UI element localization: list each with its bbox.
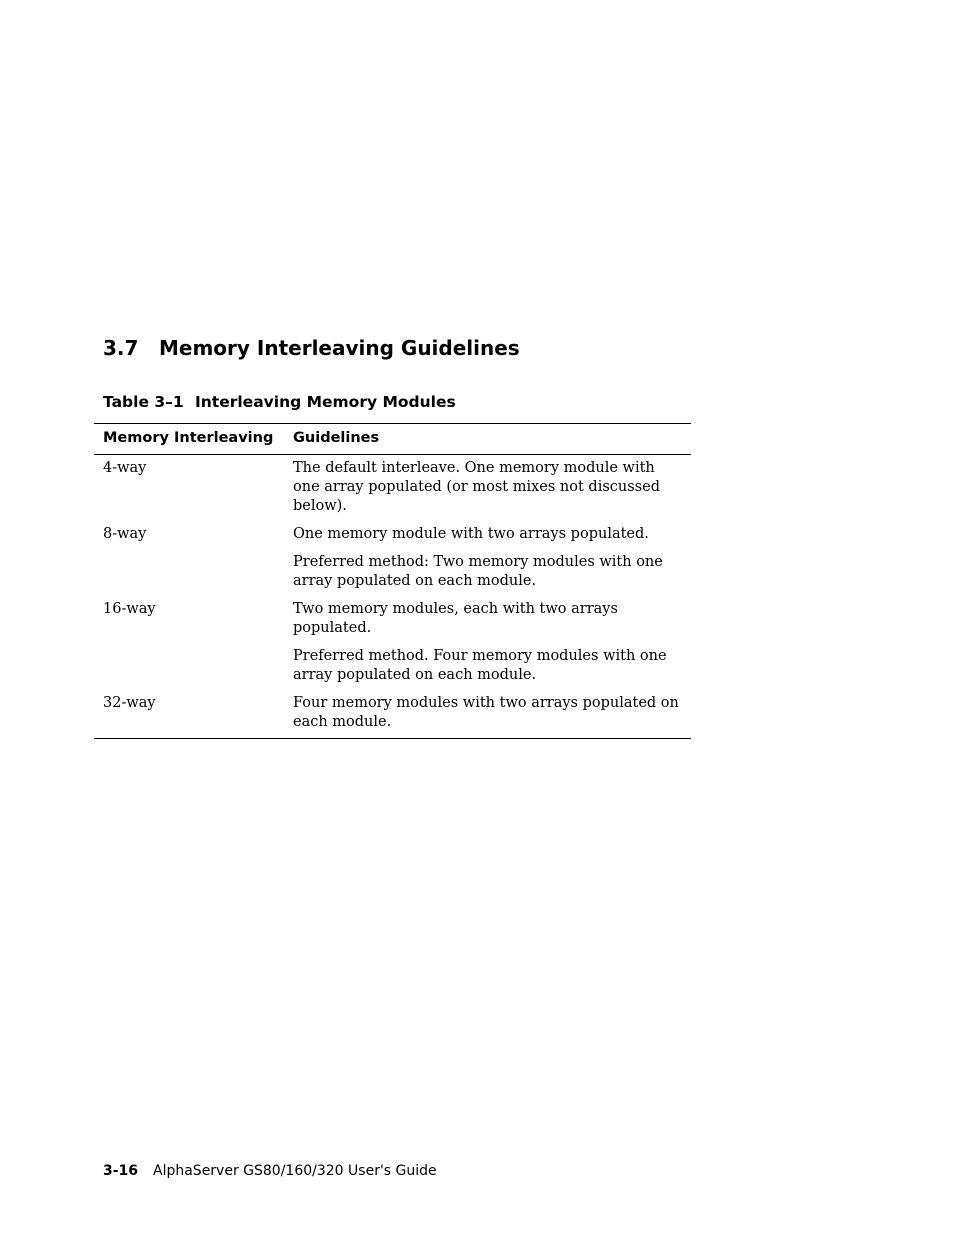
interleave-way-cell: 4-way [103, 460, 147, 476]
table-row [94, 600, 691, 685]
guidelines-cell [293, 525, 691, 591]
table-row [94, 694, 691, 732]
table-header-row [94, 424, 691, 455]
section-heading [103, 336, 520, 360]
section-number: 3.7 [103, 336, 139, 360]
guidelines-cell [293, 694, 691, 732]
guideline-text: Preferred method. Four memory modules with one array populated on each module. [293, 648, 667, 683]
column-header-memory-interleaving: Memory Interleaving [103, 430, 274, 446]
section-title: Memory Interleaving Guidelines [159, 336, 520, 360]
page-footer [103, 1163, 437, 1179]
guideline-text: The default interleave. One memory module with one array populated (or most mixes not discussed below). [293, 460, 660, 514]
table-row [94, 459, 691, 516]
guideline-text: Two memory modules, each with two arrays populated. [293, 601, 618, 636]
table-body [94, 455, 691, 738]
interleave-way-cell: 16-way [103, 601, 156, 617]
book-title: AlphaServer GS80/160/320 User's Guide [153, 1163, 437, 1179]
guideline-text: Four memory modules with two arrays populated on each module. [293, 695, 679, 730]
guidelines-cell [293, 600, 691, 685]
table-caption [103, 393, 456, 411]
interleave-way-cell: 32-way [103, 695, 156, 711]
interleaving-table [94, 423, 691, 739]
interleave-way-cell: 8-way [103, 526, 147, 542]
table-row [94, 525, 691, 591]
page-number: 3-16 [103, 1163, 139, 1179]
guidelines-cell [293, 459, 691, 516]
column-header-guidelines: Guidelines [293, 430, 380, 446]
guideline-text: One memory module with two arrays populated. [293, 526, 649, 542]
table-caption-number: Table 3–1 [103, 393, 184, 411]
guideline-text: Preferred method: Two memory modules with one array populated on each module. [293, 554, 663, 589]
table-caption-title: Interleaving Memory Modules [195, 393, 456, 411]
